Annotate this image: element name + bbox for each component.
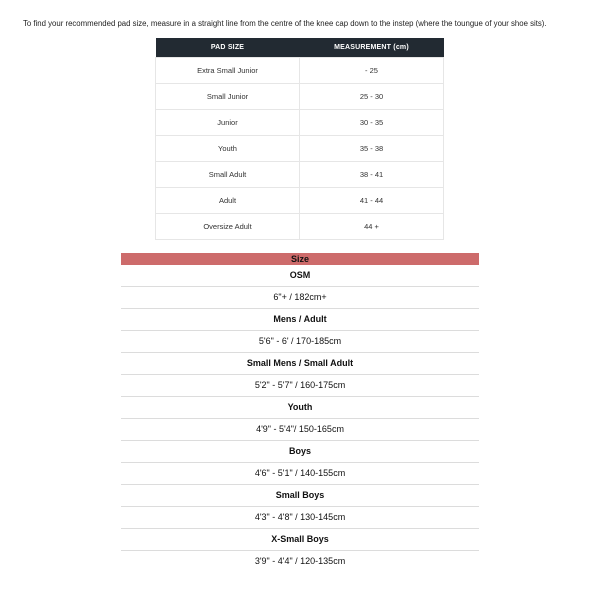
pad-size-cell: Youth <box>156 136 300 162</box>
size-label: Youth <box>121 397 479 419</box>
measurement-cell: 41 - 44 <box>300 188 444 214</box>
height-range: 3'9" - 4'4" / 120-135cm <box>254 556 346 566</box>
height-range: 5'6" - 6' / 170-185cm <box>121 331 479 353</box>
measurement-cell: 35 - 38 <box>300 136 444 162</box>
measurement-cell: 44 + <box>300 214 444 240</box>
table-row <box>156 58 444 84</box>
pad-size-cell: Oversize Adult <box>156 214 300 240</box>
size-label: X-Small Boys <box>121 529 479 551</box>
measurement-cell: 25 - 30 <box>300 84 444 110</box>
height-size-table <box>121 253 479 572</box>
measurement-cell: 38 - 41 <box>300 162 444 188</box>
pad-size-cell: Junior <box>156 110 300 136</box>
size-label: Small Mens / Small Adult <box>121 353 479 375</box>
pad-table-header-row <box>156 38 444 58</box>
size-label: Mens / Adult <box>121 309 479 331</box>
pad-size-cell: Small Junior <box>156 84 300 110</box>
table-row <box>156 188 444 214</box>
measurement-header: MEASUREMENT (cm) <box>300 38 444 58</box>
table-row <box>156 136 444 162</box>
height-range: 4'9" - 5'4"/ 150-165cm <box>121 419 479 441</box>
height-range: 4'3" - 4'8" / 130-145cm <box>121 507 479 529</box>
table-row <box>156 84 444 110</box>
table-row <box>156 214 444 240</box>
pad-size-cell: Extra Small Junior <box>156 58 300 84</box>
table-row <box>156 110 444 136</box>
size-label: OSM <box>121 265 479 287</box>
size-table-header: Size <box>121 253 479 265</box>
height-range: 5'2" - 5'7" / 160-175cm <box>121 375 479 397</box>
height-range: 6"+ / 182cm+ <box>121 287 479 309</box>
table-row <box>156 162 444 188</box>
size-label: Small Boys <box>121 485 479 507</box>
pad-size-cell: Adult <box>156 188 300 214</box>
pad-size-cell: Small Adult <box>156 162 300 188</box>
pad-size-header: PAD SIZE <box>156 38 300 58</box>
height-range: 4'6" - 5'1" / 140-155cm <box>121 463 479 485</box>
size-label: Boys <box>121 441 479 463</box>
pad-size-table <box>155 38 444 240</box>
measurement-cell: - 25 <box>300 58 444 84</box>
intro-text: To find your recommended pad size, measure in a straight line from the centre of the knee cap down to the instep (where the toungue of your shoe sits). <box>23 19 547 28</box>
measurement-cell: 30 - 35 <box>300 110 444 136</box>
